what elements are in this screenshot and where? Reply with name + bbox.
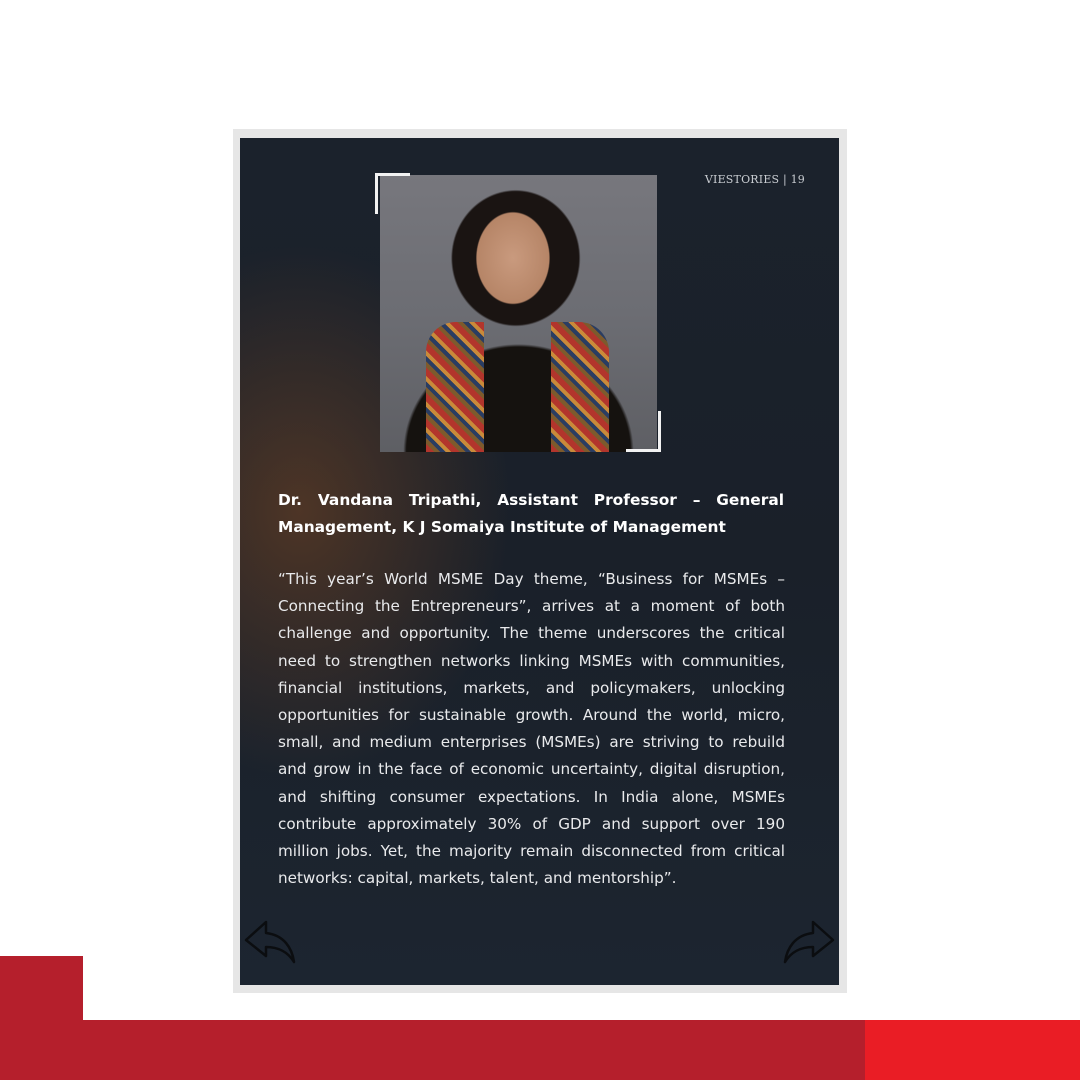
photo-corner-bottom-right <box>626 411 661 452</box>
magazine-page <box>240 138 839 985</box>
brand-bar-accent <box>865 1020 1080 1080</box>
next-page-button[interactable] <box>781 918 837 964</box>
author-title: Dr. Vandana Tripathi, Assistant Professor – General Management, K J Somaiya Institute of Management <box>278 491 784 536</box>
brand-bar-bottom <box>0 1020 865 1080</box>
vest-left-panel <box>426 322 484 452</box>
author-photo <box>380 175 657 452</box>
page-header: VIESTORIES | 19 <box>704 173 805 186</box>
quote-text: “This year’s World MSME Day theme, “Business for MSMEs – Connecting the Entrepreneurs”, arrives at a moment of both challenge and opportunity. The theme underscores the critical need to strengthen networks linking MSMEs with communities, financial institutions, markets, and policymakers, unlocking opportunities for sustainable growth. Around the world, micro, small, and medium enterprises (MSMEs) are striving to rebuild and grow in the face of economic uncertainty, digital disruption, and shifting consumer expectations. In India alone, MSMEs contribute approximately 30% of GDP and support over 190 million jobs. Yet, the majority remain disconnected from critical networks: capital, markets, talent, and mentorship”. <box>278 570 785 888</box>
photo-corner-top-left <box>375 173 410 214</box>
arrow-right-icon <box>781 918 837 964</box>
vest-right-panel <box>551 322 609 452</box>
previous-page-button[interactable] <box>242 918 298 964</box>
arrow-left-icon <box>242 918 298 964</box>
